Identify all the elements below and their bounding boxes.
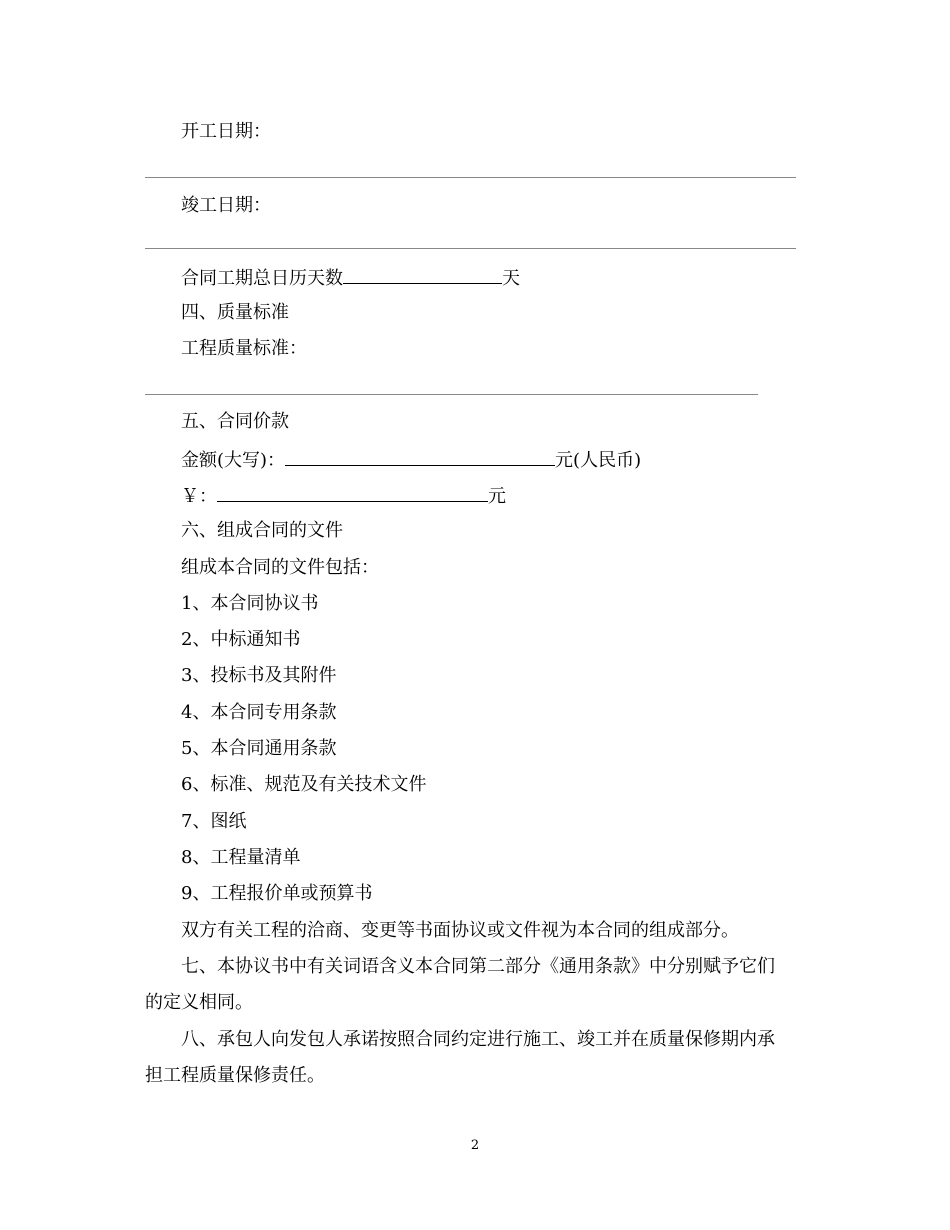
quality-label: 工程质量标准： [181,338,307,359]
end-date-label: 竣工日期： [181,195,271,216]
section5-title: 五、合同价款 [181,411,289,432]
document-list-item: 2、中标通知书 [181,629,301,650]
document-list-item: 7、图纸 [181,811,247,832]
duration-line [181,265,520,291]
end-date-rule [145,248,796,249]
amount-figures-blank [217,483,488,502]
document-list-item: 1、本合同协议书 [181,593,319,614]
section8-line2: 担工程质量保修责任。 [145,1065,325,1086]
document-list-item: 5、本合同通用条款 [181,738,337,759]
amount-words-label: 金额(大写)： [181,450,286,471]
document-list-item: 3、投标书及其附件 [181,665,337,686]
section4-title: 四、质量标准 [181,302,289,323]
duration-unit: 天 [502,268,520,289]
section7-line1: 七、本协议书中有关词语含义本合同第二部分《通用条款》中分别赋予它们 [181,956,775,977]
document-list-item: 9、工程报价单或预算书 [181,883,373,904]
duration-blank [343,265,502,284]
amount-words-suffix: 元(人民币) [555,450,642,471]
amount-words-line [181,447,641,473]
start-date-label: 开工日期： [181,121,271,142]
document-list-item: 6、标准、规范及有关技术文件 [181,774,427,795]
negotiation-note: 双方有关工程的洽商、变更等书面协议或文件视为本合同的组成部分。 [181,920,739,941]
start-date-rule [145,177,796,178]
documents-intro: 组成本合同的文件包括： [181,557,379,578]
page-number: 2 [470,1138,480,1153]
amount-figures-label: ￥： [181,486,217,507]
duration-label: 合同工期总日历天数 [181,268,343,289]
quality-rule [145,394,758,395]
amount-figures-line [181,483,506,509]
document-list-item: 8、工程量清单 [181,847,301,868]
amount-words-blank [285,447,555,466]
document-list-item: 4、本合同专用条款 [181,702,337,723]
section8-line1: 八、承包人向发包人承诺按照合同约定进行施工、竣工并在质量保修期内承 [181,1029,775,1050]
section7-line2: 的定义相同。 [145,992,253,1013]
section6-title: 六、组成合同的文件 [181,520,343,541]
amount-figures-suffix: 元 [488,486,506,507]
